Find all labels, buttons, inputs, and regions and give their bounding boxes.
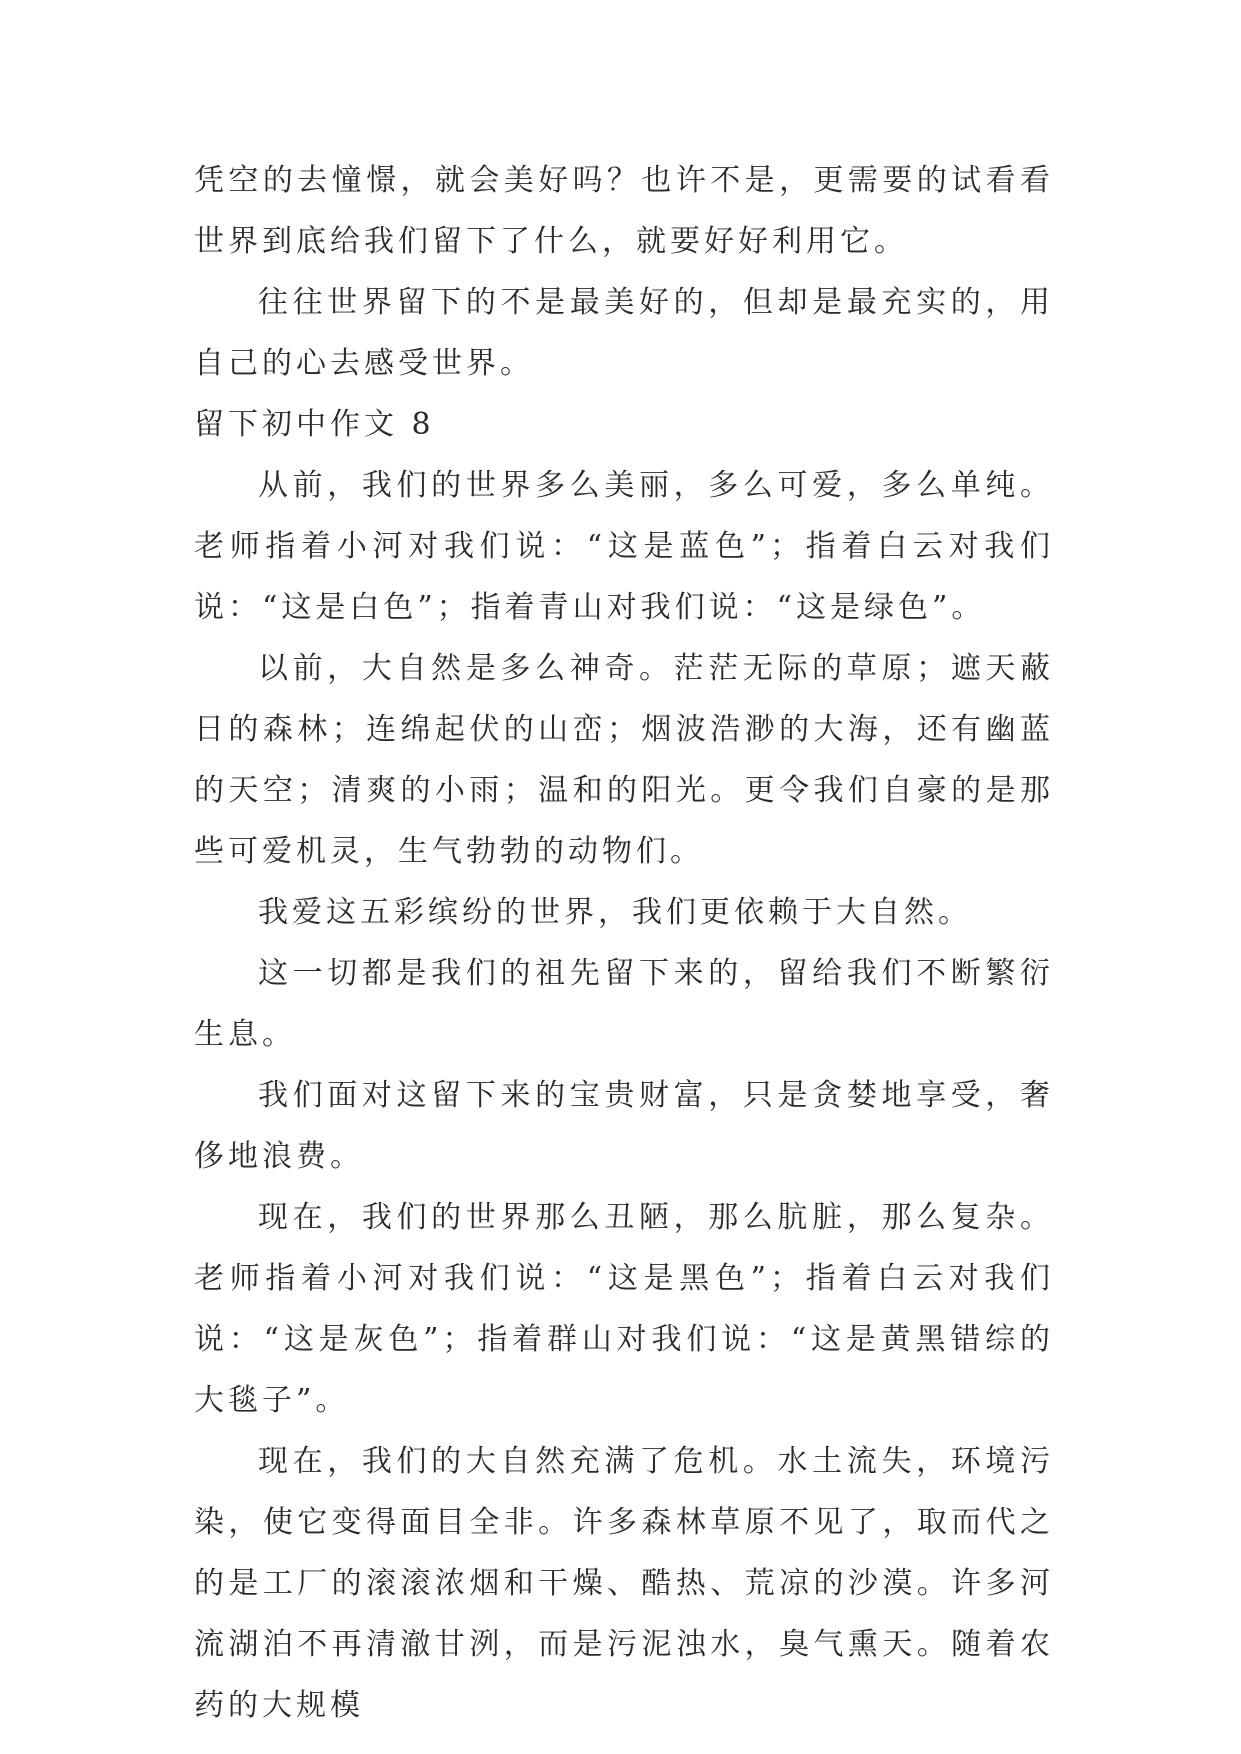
paragraph-6: 这一切都是我们的祖先留下来的，留给我们不断繁衍生息。: [194, 956, 1054, 1052]
paragraph-8: 现在，我们的世界那么丑陋，那么肮脏，那么复杂。老师指着小河对我们说：“这是黑色”；指着白云对我们说：“这是灰色”；指着群山对我们说：“这是黄黑错综的大毯子”。: [194, 1200, 1054, 1418]
document-body: [194, 150, 1054, 1736]
paragraph-2: 往往世界留下的不是最美好的，但却是最充实的，用自己的心去感受世界。: [194, 285, 1054, 381]
section-heading: 留下初中作文 8: [194, 407, 435, 442]
paragraph-3: 从前，我们的世界多么美丽，多么可爱，多么单纯。老师指着小河对我们说：“这是蓝色”；指着白云对我们说：“这是白色”；指着青山对我们说：“这是绿色”。: [194, 468, 1054, 625]
paragraph-9: 现在，我们的大自然充满了危机。水土流失，环境污染，使它变得面目全非。许多森林草原不见了，取而代之的是工厂的滚滚浓烟和干燥、酷热、荒凉的沙漠。许多河流湖泊不再清澈甘洌，而是污泥浊水，臭气熏天。随着农药的大规模: [194, 1444, 1054, 1723]
paragraph-7: 我们面对这留下来的宝贵财富，只是贪婪地享受，奢侈地浪费。: [194, 1078, 1054, 1174]
paragraph-1: 凭空的去憧憬，就会美好吗？也许不是，更需要的试看看世界到底给我们留下了什么，就要好好利用它。: [194, 163, 1054, 259]
paragraph-5: 我爱这五彩缤纷的世界，我们更依赖于大自然。: [258, 895, 972, 930]
paragraph-4: 以前，大自然是多么神奇。茫茫无际的草原；遮天蔽日的森林；连绵起伏的山峦；烟波浩渺的大海，还有幽蓝的天空；清爽的小雨；温和的阳光。更令我们自豪的是那些可爱机灵，生气勃勃的动物们。: [194, 651, 1054, 869]
